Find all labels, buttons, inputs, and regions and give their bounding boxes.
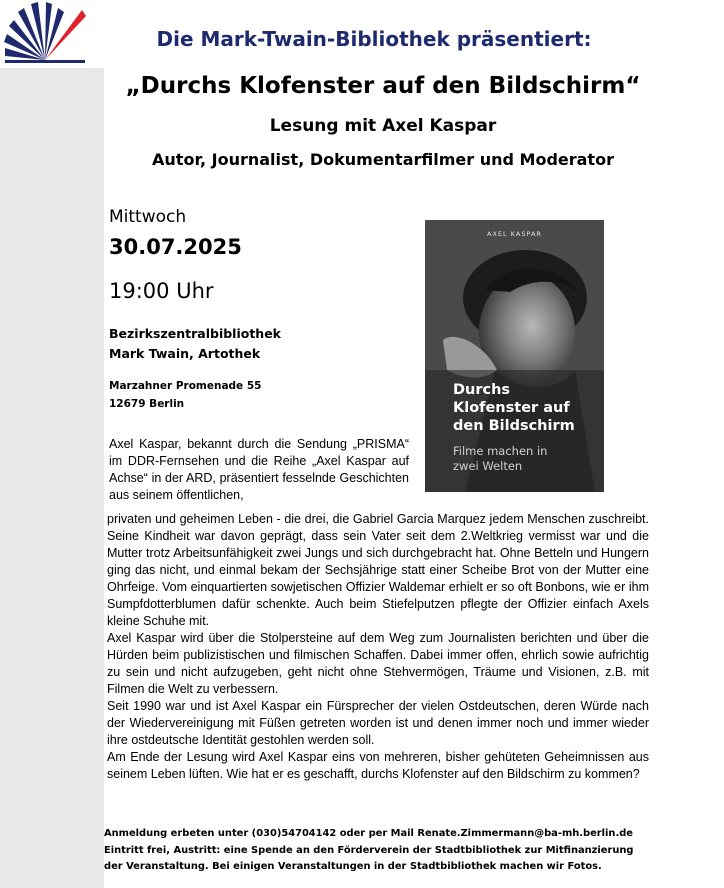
footer-photo-notice: der Veranstaltung. Bei einigen Veranstaltungen in der Stadtbibliothek machen wir Fotos. — [104, 861, 602, 872]
event-time: 19:00 Uhr — [109, 279, 214, 303]
book-title-line-2: Klofenster auf — [453, 400, 570, 416]
left-margin-bar — [0, 68, 104, 888]
book-subtitle — [453, 444, 603, 474]
venue-line-1: Bezirkszentralbibliothek — [109, 326, 281, 341]
venue-line-2: Mark Twain, Artothek — [109, 346, 261, 361]
event-weekday: Mittwoch — [109, 207, 187, 227]
footer-admission: Eintritt frei, Austritt: eine Spende an den Förderverein der Stadtbibliothek zur Mitfinanzierung — [104, 844, 634, 856]
venue-name — [109, 324, 281, 364]
venue-address — [109, 377, 261, 413]
body-paragraph-3: Seit 1990 war und ist Axel Kaspar ein Fürsprecher der vielen Ostdeutschen, deren Würde nach der Wiedervereinigung mit Füßen getreten worden ist und denen immer noch und immer wieder ihre ostdeutsche Identität gestohlen werden soll. — [107, 699, 649, 747]
description-text — [107, 511, 649, 783]
book-author: AXEL KASPAR — [487, 230, 542, 238]
body-paragraph-1: privaten und geheimen Leben - die drei, die Gabriel Garcia Marquez jedem Menschen zuschreibt. Seine Kindheit war davon geprägt, dass sein Vater seit dem 2.Weltkrieg vermisst war und die Mutter trotz Arbeitsunfähigkeit zwei Jungs und sich durchgebracht hat. Ohne Betteln und Hungern ging das nicht, und einmal bekam der Sechsjährige statt einer Scheibe Brot von der Mutter eine Ohrfeige. Vom einquartierten sowjetischen Offizier Waldemar erhielt er so oft Bonbons, wie er ihm Sumpfdotterblumen dafür schenkte. Auch beim Stiefelputzen pflegte der Offizier einfach Axels kleine Schuhe mit. — [107, 512, 649, 628]
footer-notice — [104, 826, 704, 876]
event-date: 30.07.2025 — [109, 235, 242, 259]
book-title-line-3: den Bildschirm — [453, 418, 575, 434]
footer-registration: Anmeldung erbeten unter (030)54704142 oder per Mail Renate.Zimmermann@ba-mh.berlin.de — [104, 828, 633, 839]
body-paragraph-4: Am Ende der Lesung wird Axel Kaspar eins von mehreren, bisher gehüteten Geheimnissen aus seinem Leben lüften. Wie hat er es geschafft, durchs Klofenster auf den Bildschirm zu kommen? — [107, 750, 649, 781]
book-cover — [425, 220, 604, 492]
library-fan-logo — [2, 2, 88, 66]
author-roles: Autor, Journalist, Dokumentarfilmer und Moderator — [152, 150, 614, 169]
address-city: 12679 Berlin — [109, 398, 185, 410]
book-title — [453, 381, 603, 435]
event-subtitle: Lesung mit Axel Kaspar — [269, 116, 497, 136]
body-paragraph-2: Axel Kaspar wird über die Stolpersteine auf dem Weg zum Journalisten berichten und über die Hürden beim publizistischen und filmischen Schaffen. Dabei immer offen, ehrlich sowie aufrichtig zu sein und nicht aufzugeben, geht nicht ohne Stehvermögen, Träume und Visionen, z.B. mit Filmen die Welt zu verbessern. — [107, 631, 649, 696]
intro-paragraph: Axel Kaspar, bekannt durch die Sendung „PRISMA“ im DDR-Fernsehen und die Reihe „Axel Kaspar auf Achse“ in der ARD, präsentiert fesselnde Geschichten aus seinem öffentlichen, — [109, 437, 409, 502]
address-street: Marzahner Promenade 55 — [109, 380, 262, 392]
book-title-line-1: Durchs — [453, 382, 511, 398]
book-subtitle-line-2: zwei Welten — [453, 459, 523, 473]
presenter-heading: Die Mark-Twain-Bibliothek präsentiert: — [156, 27, 592, 51]
intro-text — [109, 436, 409, 504]
book-subtitle-line-1: Filme machen in — [453, 444, 548, 458]
event-title: „Durchs Klofenster auf den Bildschirm“ — [125, 73, 641, 99]
